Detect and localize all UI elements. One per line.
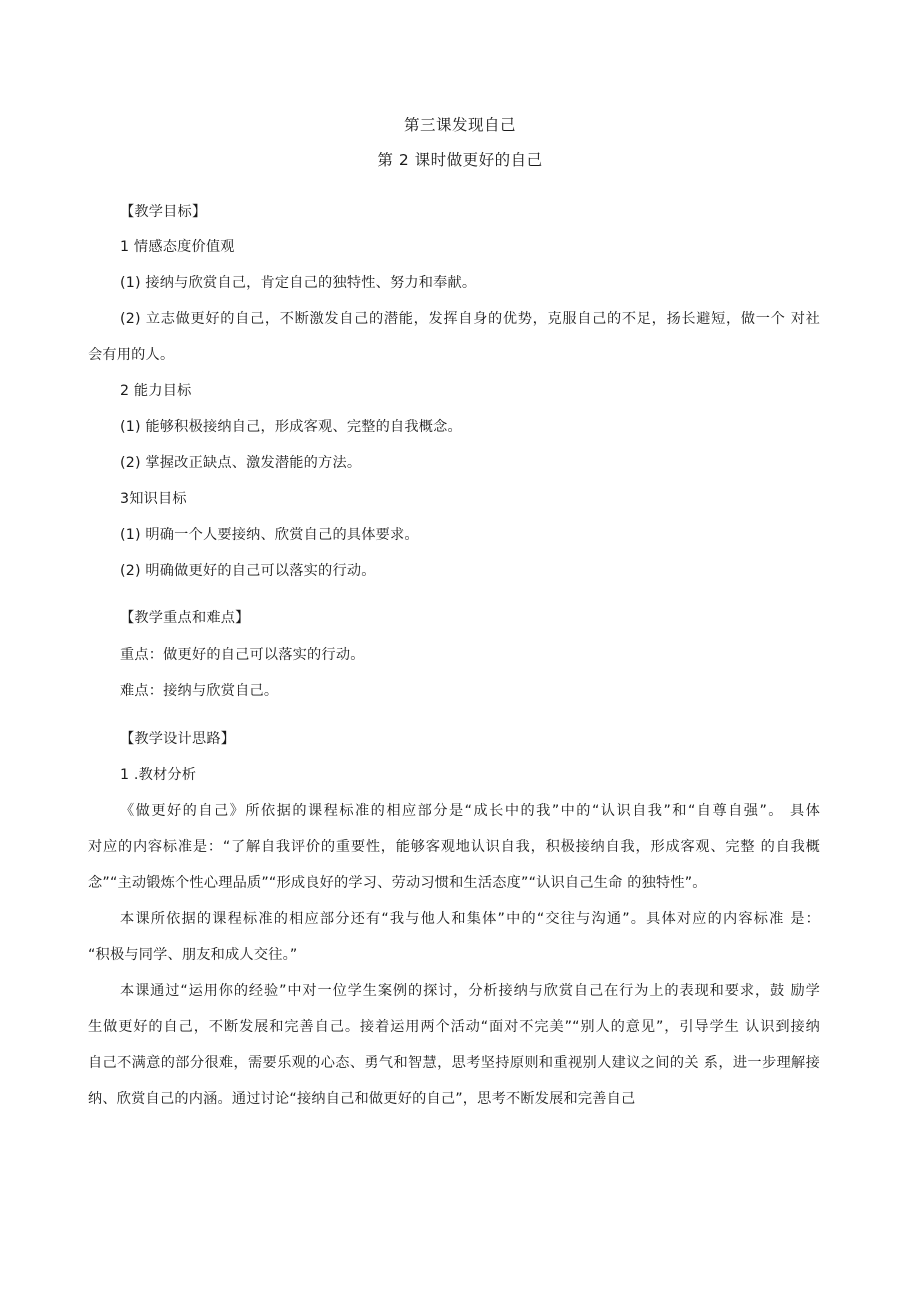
knowledge-item-2: (2) 明确做更好的自己可以落实的行动。 — [120, 563, 376, 579]
knowledge-item-1: (1) 明确一个人要接纳、欣赏自己的具体要求。 — [120, 527, 419, 543]
design-heading: 【教学设计思路】 — [120, 731, 236, 747]
paragraph-1-line-3: 念”“主动锻炼个性心理品质”“形成良好的学习、劳动习惯和生活态度”“认识自己生命 的独特性”。 — [88, 875, 707, 891]
paragraph-1-line-2: 对应的内容标准是：“了解自我评价的重要性，能够客观地认识自我，积极接纳自我，形成客观、完整 的自我概 — [88, 839, 820, 855]
paragraph-3-line-4: 纳、欣赏自己的内涵。通过讨论“接纳自己和做更好的自己”，思考不断发展和完善自己 — [88, 1091, 636, 1107]
paragraph-3-line-1: 本课通过“运用你的经验”中对一位学生案例的探讨，分析接纳与欣赏自己在行为上的表现和要求，鼓 励学 — [120, 983, 820, 999]
paragraph-2-line-1: 本课所依据的课程标准的相应部分还有“我与他人和集体”中的“交往与沟通”。具体对应的内容标准 是： — [120, 911, 820, 927]
paragraph-2-line-2: “积极与同学、朋友和成人交往。” — [88, 947, 298, 963]
key-point: 重点：做更好的自己可以落实的行动。 — [120, 647, 365, 663]
page-subtitle: 第 2 课时做更好的自己 — [377, 151, 543, 169]
emotion-item-2-line-2: 会有用的人。 — [88, 347, 175, 363]
paragraph-1-line-1: 《做更好的自己》所依据的课程标准的相应部分是“成长中的我”中的“认识自我”和“自尊自强”。 具体 — [120, 803, 820, 819]
emotion-item-1: (1) 接纳与欣赏自己，肯定自己的独特性、努力和奉献。 — [120, 275, 477, 291]
ability-heading: 2 能力目标 — [120, 383, 192, 399]
emotion-heading: 1 情感态度价值观 — [120, 239, 235, 255]
emotion-item-2-line-1: (2) 立志做更好的自己，不断激发自己的潜能，发挥自身的优势，克服自己的不足，扬长避短，做一个 对社 — [120, 311, 820, 327]
page-title: 第三课发现自己 — [403, 116, 516, 134]
key-points-heading: 【教学重点和难点】 — [120, 610, 250, 626]
textbook-analysis-heading: 1 .教材分析 — [120, 767, 197, 783]
ability-item-1: (1) 能够积极接纳自己，形成客观、完整的自我概念。 — [120, 419, 462, 435]
ability-item-2: (2) 掌握改正缺点、激发潜能的方法。 — [120, 455, 362, 471]
objectives-heading: 【教学目标】 — [120, 204, 207, 220]
paragraph-3-line-2: 生做更好的自己，不断发展和完善自己。接着运用两个活动“面对不完美”“别人的意见”，引导学生 认识到接纳 — [88, 1019, 820, 1035]
paragraph-3-line-3: 自己不满意的部分很难，需要乐观的心态、勇气和智慧，思考坚持原则和重视别人建议之间的关 系，进一步理解接 — [88, 1055, 820, 1071]
difficult-point: 难点：接纳与欣赏自己。 — [120, 683, 279, 699]
knowledge-heading: 3知识目标 — [120, 491, 187, 507]
